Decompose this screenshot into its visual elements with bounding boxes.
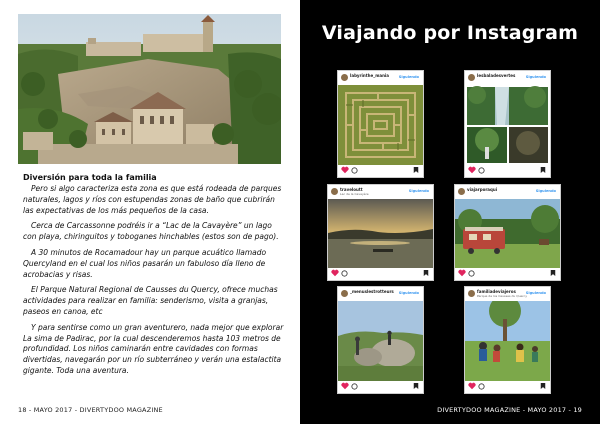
right-page: [300, 0, 600, 424]
instagram-post[interactable]: [464, 286, 551, 394]
post-header: [328, 185, 433, 199]
page-footer-right: DIVERTYDOO MAGAZINE - MAYO 2017 - 19: [437, 406, 582, 414]
cliff-village-illustration: [18, 14, 281, 164]
caravan-meadow-image: [455, 199, 560, 268]
bookmark-icon[interactable]: [423, 269, 429, 277]
avatar: [331, 188, 338, 195]
paragraph: Y para sentirse como un gran aventurero, nada mejor que explorar La sima de Padirac, por la cual descenderemos hasta 103 metros de profundidad. Los niños caminarán entre cavidades con formas divertidas, navegarán por un río subterráneo y verán una estalactita gigante. Toda una aventura.: [23, 322, 284, 375]
post-user[interactable]: labyrinthe_mania: [350, 73, 389, 78]
post-header: [465, 71, 550, 85]
heart-icon[interactable]: [341, 382, 349, 390]
avatar: [468, 74, 475, 81]
post-actions: [338, 380, 423, 393]
post-location: Parque de los Causses du Quercy: [477, 294, 527, 298]
follow-button[interactable]: Siguiendo: [398, 75, 419, 79]
heart-icon[interactable]: [331, 269, 339, 277]
rocamadour-photo: [18, 14, 281, 164]
rock-hikers-image: [338, 301, 423, 381]
rock-hikers-photo: [338, 301, 423, 381]
instagram-post[interactable]: [337, 286, 424, 394]
post-header: [338, 287, 423, 301]
heart-icon[interactable]: [468, 382, 476, 390]
instagram-post[interactable]: [327, 184, 434, 281]
paragraph: Pero si algo caracteriza esta zona es que está rodeada de parques naturales, lagos y ríos con estupendas zonas de baño que cubrirán las expectativas de los más pequeños de la casa.: [23, 184, 282, 215]
post-header: [338, 71, 423, 85]
follow-button[interactable]: Siguiendo: [408, 189, 429, 193]
comment-icon[interactable]: [351, 383, 358, 390]
avatar: [341, 74, 348, 81]
avatar: [468, 290, 475, 297]
page-title: Viajando por Instagram: [321, 22, 579, 44]
follow-button[interactable]: Siguiendo: [535, 189, 556, 193]
paragraph: A 30 minutos de Rocamadour hay un parque acuático llamado Quercyland en el cual los niños pasarán un fabuloso día lleno de acrobacias y risas.: [23, 247, 267, 279]
comment-icon[interactable]: [478, 167, 485, 174]
waterfall-collage-image: [465, 85, 550, 165]
post-user[interactable]: _menuslestrotteurs: [350, 289, 394, 294]
post-user[interactable]: lesbaladesvertes: [477, 73, 516, 78]
post-user[interactable]: familiadeviajeros: [477, 289, 516, 294]
comment-icon[interactable]: [468, 270, 475, 277]
article-body: [23, 172, 285, 382]
post-user[interactable]: traveloutt: [340, 187, 363, 192]
lake-sunset-photo: [328, 199, 433, 268]
waterfall-photo: [465, 85, 550, 165]
bookmark-icon[interactable]: [550, 269, 556, 277]
page-footer-left: 18 - MAYO 2017 - DIVERTYDOO MAGAZINE: [18, 406, 163, 414]
post-user[interactable]: viajarporaqui: [467, 187, 498, 192]
bookmark-icon[interactable]: [413, 382, 419, 390]
bookmark-icon[interactable]: [540, 166, 546, 174]
follow-button[interactable]: Siguiendo: [525, 291, 546, 295]
instagram-post[interactable]: [454, 184, 561, 281]
comment-icon[interactable]: [341, 270, 348, 277]
follow-button[interactable]: Siguiendo: [525, 75, 546, 79]
post-header: [455, 185, 560, 199]
post-location: Lac de la Cavayère: [340, 192, 369, 196]
post-actions: [465, 380, 550, 393]
maze-image: [338, 85, 423, 165]
follow-button[interactable]: Siguiendo: [398, 291, 419, 295]
paragraph: El Parque Natural Regional de Causses du Quercy, ofrece muchas actividades para realizar en familia: senderismo, visita a granjas, paseos en canoa, etc: [23, 285, 278, 316]
family-picnic-photo: [465, 301, 550, 381]
post-actions: [328, 267, 433, 280]
family-picnic-image: [465, 301, 550, 381]
bookmark-icon[interactable]: [413, 166, 419, 174]
lake-sunset-image: [328, 199, 433, 268]
instagram-post[interactable]: [337, 70, 424, 178]
post-header: [465, 287, 550, 301]
post-actions: [465, 164, 550, 177]
section-heading: Diversión para toda la familia: [23, 173, 157, 182]
heart-icon[interactable]: [468, 166, 476, 174]
avatar: [341, 290, 348, 297]
heart-icon[interactable]: [458, 269, 466, 277]
post-actions: [455, 267, 560, 280]
paragraph: Cerca de Carcassonne podréis ir a “Lac de la Cavayère” un lago con playa, chiringuitos y toboganes hinchables (estos son de pago).: [23, 221, 279, 242]
bookmark-icon[interactable]: [540, 382, 546, 390]
comment-icon[interactable]: [478, 383, 485, 390]
avatar: [458, 188, 465, 195]
heart-icon[interactable]: [341, 166, 349, 174]
corn-maze-photo: [338, 85, 423, 165]
instagram-post[interactable]: [464, 70, 551, 178]
post-actions: [338, 164, 423, 177]
caravan-photo: [455, 199, 560, 268]
comment-icon[interactable]: [351, 167, 358, 174]
